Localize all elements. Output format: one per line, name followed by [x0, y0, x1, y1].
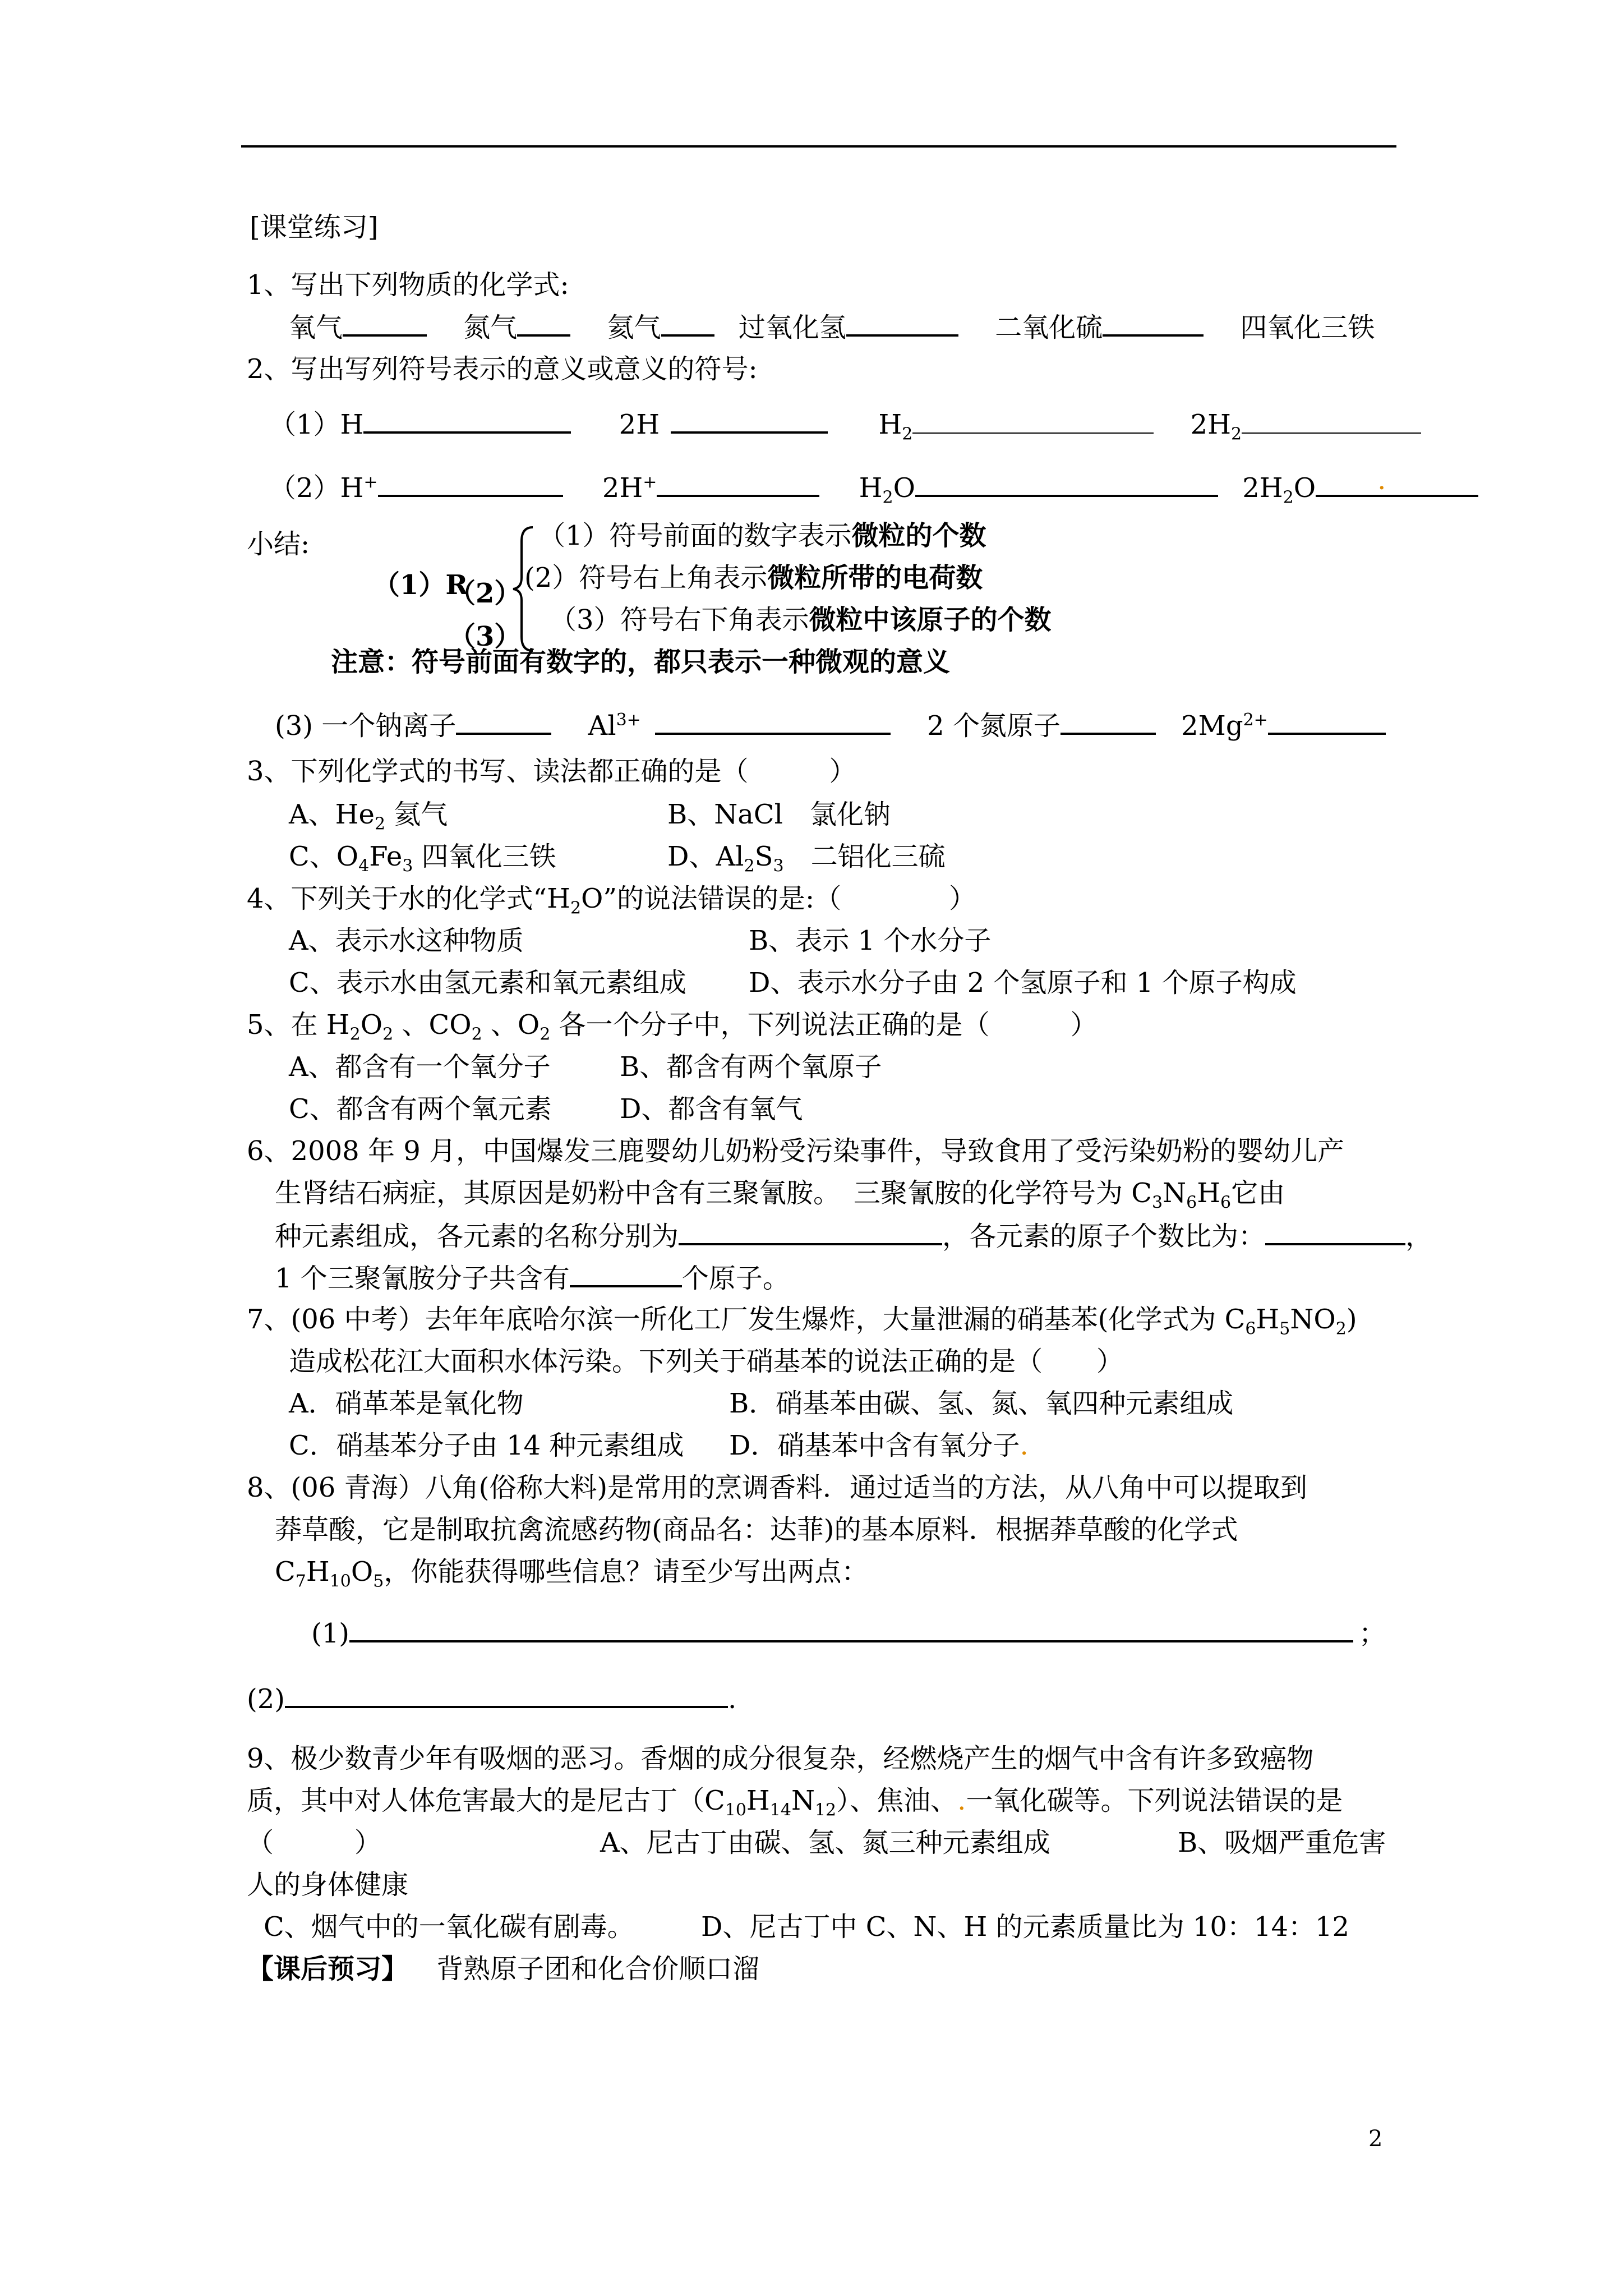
summary-n2: （2） — [449, 578, 522, 609]
q1-item: 过氧化氢 — [738, 312, 846, 343]
header-rule — [241, 145, 1396, 148]
q1-items — [289, 310, 1375, 344]
answer-blank[interactable] — [661, 310, 714, 337]
stem-text: 生肾结石病症，其原因是奶粉中含有三聚氰胺。 三聚氰胺的化学符号为 C — [275, 1177, 1152, 1209]
subscript: 2 — [382, 1024, 394, 1045]
summary-line-3 — [550, 603, 1052, 637]
answer-blank[interactable] — [671, 407, 828, 434]
q2-row3 — [275, 708, 1386, 743]
q9-option-d[interactable]: D、尼古丁中 C、N、H 的元素质量比为 10：14：12 — [701, 1911, 1350, 1943]
option-text: S — [754, 841, 773, 872]
q3-stem: 3、下列化学式的书写、读法都正确的是（ ） — [247, 756, 856, 787]
superscript: + — [643, 472, 657, 492]
subscript: 2 — [471, 1024, 482, 1045]
row-prefix: (3) — [275, 710, 313, 742]
subscript: 2 — [540, 1024, 551, 1045]
option-text: 氦气 — [385, 799, 448, 830]
q5-stem — [247, 1008, 1098, 1045]
subscript: 12 — [814, 1800, 837, 1820]
q3-option-d[interactable] — [667, 840, 946, 876]
symbol: 2H — [1190, 409, 1231, 440]
answer-label: (1) — [311, 1618, 349, 1649]
q8-answer-2 — [247, 1681, 736, 1716]
option-text: D．硝基苯中含有氧分子 — [729, 1430, 1020, 1461]
q8-line-2: 莽草酸，它是制取抗禽流感药物(商品名：达菲)的基本原料．根据莽草酸的化学式 — [275, 1514, 1238, 1545]
q9-line-3 — [247, 1826, 381, 1860]
answer-blank[interactable] — [285, 1681, 728, 1708]
answer-blank[interactable] — [378, 470, 563, 497]
stem-text: N — [1163, 1177, 1187, 1209]
mark-dot: . — [957, 1785, 966, 1816]
stem-text: C — [275, 1556, 296, 1588]
q8-line-1: 8、(06 青海）八角(俗称大料)是常用的烹调香料．通过适当的方法，从八角中可以提取到 — [247, 1472, 1308, 1503]
preview-label: 【课后预习】 — [247, 1953, 409, 1985]
preview-text: 背熟原子团和化合价顺口溜 — [436, 1953, 760, 1985]
symbol: Al — [588, 710, 616, 742]
symbol: O — [893, 472, 915, 504]
stem-text: 7、(06 中考）去年年底哈尔滨一所化工厂发生爆炸，大量泄漏的硝基苯(化学式为 C — [247, 1304, 1246, 1335]
stem-text: NO — [1290, 1304, 1336, 1335]
q4-option-c[interactable]: C、表示水由氢元素和氧元素组成 — [289, 967, 686, 999]
answer-blank[interactable] — [517, 310, 570, 337]
answer-end: . — [728, 1683, 737, 1715]
symbol: H — [859, 472, 883, 504]
stem-text: ）、焦油、 — [836, 1785, 958, 1816]
stem-text: 、CO — [393, 1009, 472, 1041]
answer-blank[interactable] — [343, 310, 427, 337]
stem-text: 质，其中对人体危害最大的是尼古丁（C — [247, 1785, 725, 1816]
answer-blank[interactable] — [1103, 310, 1204, 337]
answer-blank[interactable] — [846, 310, 958, 337]
summary-text: (2）符号右上角表示 — [524, 562, 768, 593]
q7-option-c[interactable]: C．硝基苯分子由 14 种元素组成 — [289, 1430, 684, 1461]
stem-text: 5、在 H — [247, 1009, 350, 1041]
stem-text: 、O — [482, 1009, 540, 1041]
q9-option-a[interactable]: A、尼古丁由碳、氢、氮三种元素组成 — [600, 1827, 1050, 1858]
q5-option-d[interactable]: D、都含有氧气 — [620, 1093, 803, 1125]
summary-line-1 — [538, 519, 986, 553]
symbol: H — [878, 409, 902, 440]
q8-line-3 — [275, 1555, 868, 1589]
summary-key: 微粒所带的电荷数 — [767, 562, 983, 593]
subscript: 2 — [1335, 1319, 1347, 1339]
stem-text: 它由 — [1231, 1177, 1285, 1209]
row-prefix: （2） — [269, 472, 340, 504]
stem-text: ， — [1405, 1221, 1433, 1252]
answer-blank[interactable] — [1316, 464, 1478, 497]
subscript: 14 — [769, 1800, 791, 1820]
preview-line — [247, 1952, 759, 1986]
q6-line-3 — [275, 1218, 1432, 1253]
stem-text: O — [351, 1556, 374, 1588]
answer-blank[interactable] — [679, 1218, 942, 1245]
answer-blank[interactable] — [657, 470, 819, 497]
q5-option-a[interactable]: A、都含有一个氧分子 — [289, 1051, 551, 1083]
symbol: 2Mg — [1181, 710, 1243, 742]
superscript: + — [363, 472, 378, 492]
answer-blank[interactable] — [1268, 708, 1386, 735]
answer-blank[interactable] — [915, 470, 1218, 497]
answer-blank[interactable] — [1061, 708, 1156, 735]
q7-line-2: 造成松花江大面积水体污染。下列关于硝基苯的说法正确的是（ ） — [289, 1346, 1124, 1377]
q7-option-a[interactable]: A．硝革苯是氧化物 — [289, 1388, 524, 1419]
answer-blank[interactable] — [349, 1616, 1353, 1642]
q7-option-b[interactable]: B．硝基苯由碳、氢、氮、氧四种元素组成 — [729, 1388, 1234, 1419]
summary-label: 小结: — [247, 528, 310, 560]
answer-blank[interactable] — [363, 407, 571, 434]
q1-stem: 1、写出下列物质的化学式: — [247, 269, 569, 301]
subscript: 4 — [358, 856, 370, 876]
summary-key: 微粒中该原子的个数 — [809, 604, 1052, 636]
symbol: 2H — [1242, 472, 1283, 504]
q6-line-4 — [275, 1260, 790, 1295]
stem-text: N — [791, 1785, 815, 1816]
symbol: 2H — [602, 472, 643, 504]
summary-key: 微粒的个数 — [851, 520, 986, 551]
stem-text: ，你能获得哪些信息？请至少写出两点： — [384, 1556, 869, 1588]
q2-row1 — [269, 407, 1421, 444]
q6-line-2 — [275, 1176, 1285, 1213]
q4-option-a[interactable]: A、表示水这种物质 — [289, 925, 524, 956]
q7-option-d[interactable] — [729, 1429, 1029, 1462]
answer-blank[interactable] — [912, 408, 1154, 434]
answer-blank[interactable] — [456, 708, 551, 735]
summary-n3: （3） — [449, 621, 522, 652]
stem-text: 个原子。 — [681, 1263, 790, 1294]
q9-line-1: 9、极少数青少年有吸烟的恶习。香烟的成分很复杂，经燃烧产生的烟气中含有许多致癌物 — [247, 1743, 1314, 1774]
option-text: C、O — [289, 841, 359, 872]
subscript: 2 — [570, 898, 582, 918]
option-text: 四氧化三铁 — [413, 841, 556, 872]
stem-text: 一氧化碳等。下列说法错误的是 — [966, 1785, 1343, 1816]
subscript: 10 — [329, 1571, 351, 1591]
q1-item: 四氧化三铁 — [1240, 312, 1375, 343]
stem-text: 各一个分子中，下列说法正确的是（ ） — [550, 1009, 1098, 1041]
option-text: A、He — [289, 799, 375, 830]
stem-text: ) — [1346, 1304, 1357, 1335]
q2-stem: 2、写出写列符号表示的意义或意义的符号: — [247, 353, 758, 385]
q9-option-c[interactable]: C、烟气中的一氧化碳有剧毒。 — [264, 1911, 634, 1943]
mark-dot: . — [1377, 464, 1386, 496]
row-prefix: （1） — [269, 409, 340, 440]
section-title: [课堂练习] — [250, 211, 379, 243]
subscript: 2 — [1283, 487, 1294, 508]
summary-line-2 — [524, 561, 983, 595]
subscript: 2 — [349, 1024, 361, 1045]
q3-option-c[interactable] — [289, 840, 556, 876]
q1-item: 氧气 — [289, 312, 343, 343]
answer-label: (2) — [247, 1683, 285, 1715]
subscript: 3 — [1152, 1193, 1163, 1213]
subscript: 10 — [725, 1800, 746, 1820]
q6-line-1: 6、2008 年 9 月，中国爆发三鹿婴幼儿奶粉受污染事件，导致食用了受污染奶粉的婴幼儿产 — [247, 1135, 1345, 1167]
answer-blank[interactable] — [1242, 408, 1421, 434]
option-text: Fe — [369, 841, 403, 872]
superscript: 3+ — [616, 710, 641, 730]
summary-text: （1）符号前面的数字表示 — [538, 520, 852, 551]
stem-text: 1 个三聚氰胺分子共含有 — [275, 1263, 570, 1294]
q7-line-1 — [247, 1303, 1357, 1339]
q3-option-b[interactable]: B、NaCl 氯化钠 — [667, 799, 891, 830]
q5-option-c[interactable]: C、都含有两个氧元素 — [289, 1093, 552, 1125]
stem-text: O — [360, 1009, 383, 1041]
subscript: 3 — [402, 856, 413, 876]
subscript: 2 — [902, 424, 913, 444]
q2-row2 — [269, 464, 1478, 508]
answer-blank[interactable] — [1265, 1218, 1405, 1245]
symbol: O — [1293, 472, 1316, 504]
prompt: 一个钠离子 — [321, 710, 457, 742]
subscript: 5 — [373, 1571, 384, 1591]
mark-dot: . — [1020, 1430, 1029, 1461]
q1-item: 二氧化硫 — [995, 312, 1103, 343]
answer-bracket[interactable]: （ ） — [247, 1827, 382, 1858]
q4-stem — [247, 882, 976, 918]
q1-item: 氦气 — [607, 312, 661, 343]
subscript: 2 — [744, 856, 755, 876]
stem-text: H — [746, 1785, 770, 1816]
superscript: 2+ — [1243, 710, 1268, 730]
answer-end: ； — [1359, 1618, 1386, 1649]
q9-option-b[interactable]: B、吸烟严重危害 — [1178, 1827, 1386, 1858]
subscript: 6 — [1245, 1319, 1256, 1339]
symbol: H — [340, 472, 364, 504]
symbol: H — [340, 409, 364, 440]
subscript: 2 — [1230, 424, 1242, 444]
option-text: D、Al — [667, 841, 744, 872]
option-text: 二铝化三硫 — [783, 841, 946, 872]
subscript: 6 — [1186, 1193, 1197, 1213]
stem-text: O”的说法错误的是:（ ） — [581, 883, 976, 914]
subscript: 2 — [882, 487, 893, 508]
stem-text: 种元素组成，各元素的名称分别为 — [275, 1221, 679, 1252]
summary-text: （3）符号右下角表示 — [550, 604, 809, 636]
subscript: 7 — [295, 1571, 306, 1591]
subscript: 2 — [374, 814, 386, 834]
stem-text: H — [1256, 1304, 1280, 1335]
stem-text: H — [306, 1556, 330, 1588]
stem-text: ，各元素的原子个数比为： — [942, 1221, 1266, 1252]
stem-text: H — [1197, 1177, 1221, 1209]
subscript: 5 — [1279, 1319, 1290, 1339]
page-number: 2 — [1368, 2126, 1383, 2152]
q1-item: 氮气 — [463, 312, 518, 343]
q9-line-2 — [247, 1784, 1343, 1818]
symbol: 2H — [619, 409, 660, 440]
answer-blank[interactable] — [570, 1260, 682, 1287]
q4-option-b[interactable]: B、表示 1 个水分子 — [749, 925, 992, 956]
q9-line-4: 人的身体健康 — [247, 1869, 409, 1901]
q8-answer-1 — [311, 1616, 1386, 1650]
q3-option-a[interactable] — [289, 798, 448, 834]
prompt: 2 个氮原子 — [927, 710, 1061, 742]
summary-note: 注意：符号前面有数字的，都只表示一种微观的意义 — [331, 646, 951, 678]
q4-option-d[interactable]: D、表示水分子由 2 个氢原子和 1 个原子构成 — [749, 967, 1297, 999]
subscript: 3 — [773, 856, 784, 876]
answer-blank[interactable] — [655, 708, 891, 735]
subscript: 6 — [1220, 1193, 1232, 1213]
q5-option-b[interactable]: B、都含有两个氧原子 — [620, 1051, 882, 1083]
stem-text: 4、下列关于水的化学式“H — [247, 883, 570, 914]
summary-r: （1）R — [373, 569, 468, 601]
